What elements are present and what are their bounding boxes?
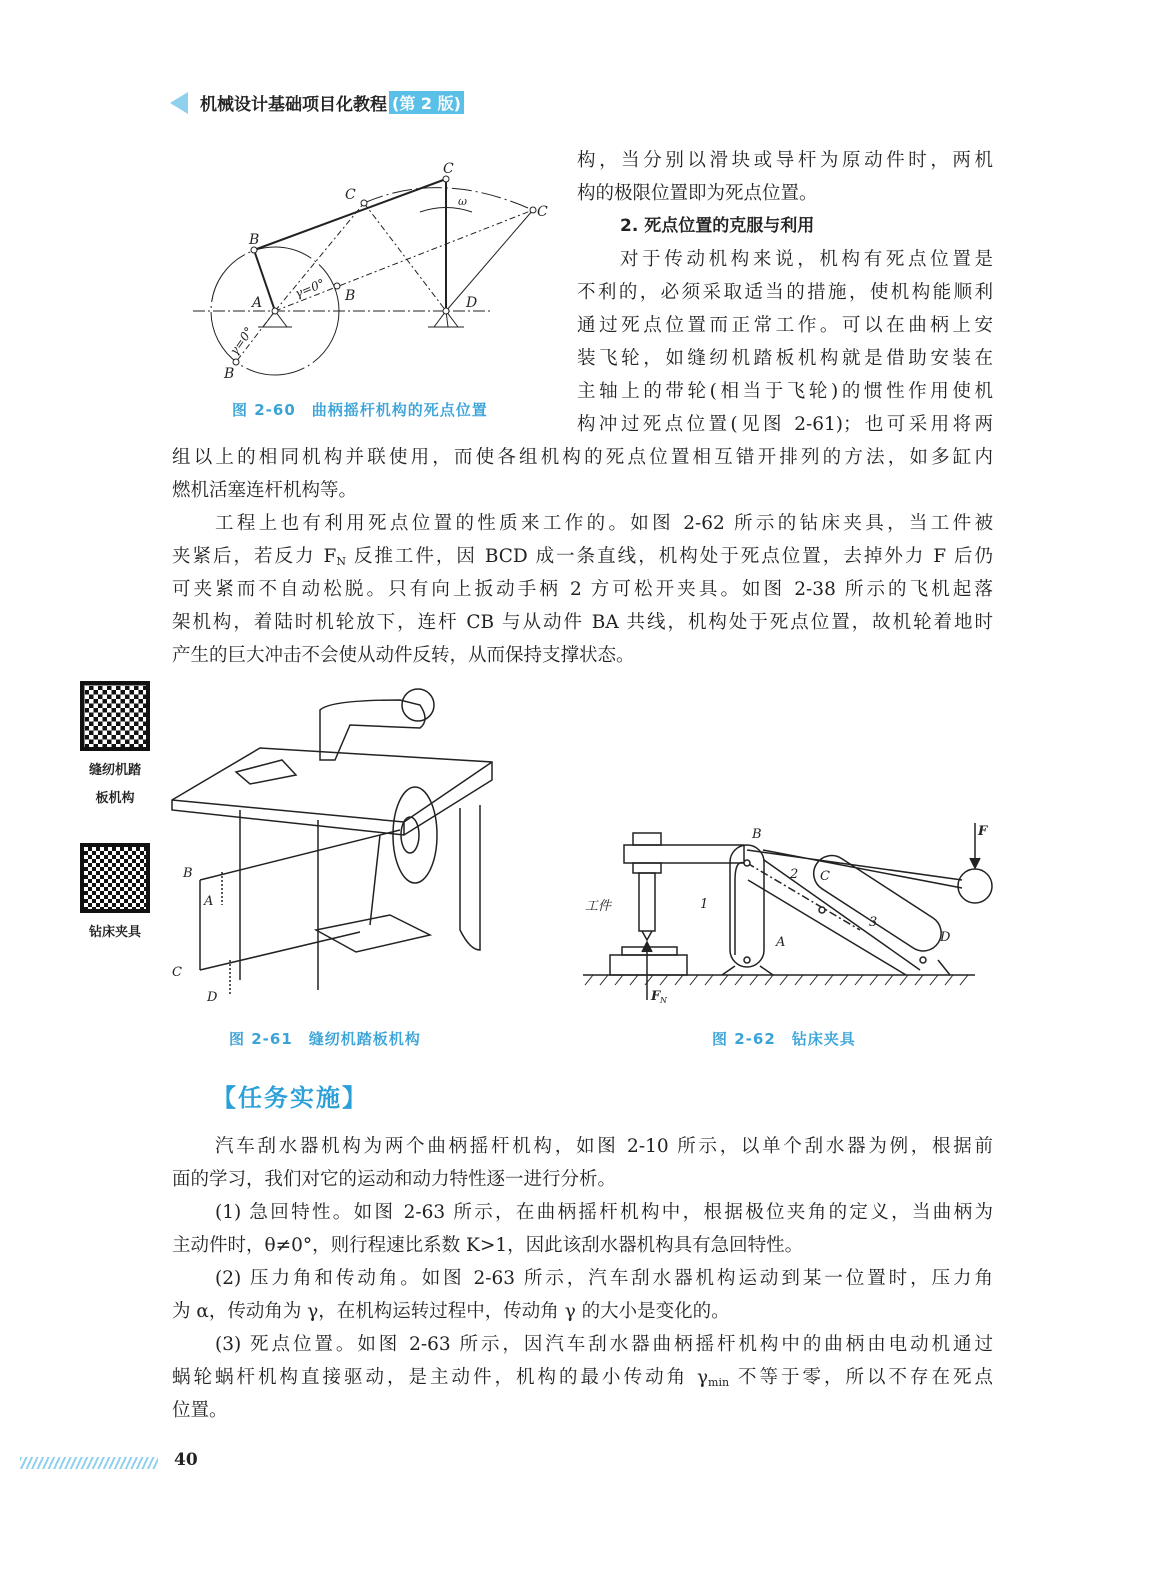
text-line: 构，当分别以滑块或导杆为原动件时，两机 <box>577 150 993 171</box>
label-A: A <box>252 295 263 311</box>
text-line: 组以上的相同机构并联使用，而使各组机构的死点位置相互错开排列的方法，如多缸内 <box>172 447 993 468</box>
text-line: 架机构，着陆时机轮放下，连杆 CB 与从动件 BA 共线，机构处于死点位置，故机轮着地时 <box>172 612 993 633</box>
triangle-marker-icon <box>170 92 188 114</box>
text-line: 构冲过死点位置(见图 2-61)；也可采用将两 <box>577 414 993 435</box>
label-gamma-b1: γ=0° <box>226 324 257 358</box>
text-line: 可夹紧而不自动松脱。只有向上扳动手柄 2 方可松开夹具。如图 2-38 所示的飞机起落 <box>172 579 993 600</box>
figure-2-60-caption: 图 2-60 曲柄摇杆机构的死点位置 <box>232 401 488 419</box>
text-line: 工程上也有利用死点位置的性质来工作的。如图 2-62 所示的钻床夹具，当工件被 <box>215 513 993 534</box>
label-3: 3 <box>869 915 878 930</box>
figure-2-60 <box>190 155 565 385</box>
label-workpiece: 工件 <box>585 899 612 914</box>
label-2: 2 <box>790 867 799 882</box>
label-1: 1 <box>700 897 709 912</box>
page-number: 40 <box>174 1450 198 1470</box>
label-B2: B <box>345 288 356 304</box>
qr-code-sewing[interactable] <box>80 681 150 751</box>
label-D: D <box>940 930 951 945</box>
label-C: C <box>820 869 830 884</box>
figure-2-62 <box>575 815 995 1010</box>
edition-badge: (第 2 版) <box>389 91 464 114</box>
text-line: 主轴上的带轮(相当于飞轮)的惯性作用使机 <box>577 381 993 402</box>
label-gamma-b2: γ=0° <box>292 276 327 301</box>
label-B1: B <box>224 366 235 382</box>
label-FN: F <box>651 989 661 1004</box>
label-B: B <box>183 866 193 881</box>
figure-2-62-caption: 图 2-62 钻床夹具 <box>712 1030 856 1048</box>
text-line: 不利的，必须采取适当的措施，使机构能顺利 <box>577 282 993 303</box>
text-line: 蜗轮蜗杆机构直接驱动，是主动件，机构的最小传动角 $\gamma_{min}$ 不等于零，所以不存在死点 <box>172 1367 993 1389</box>
label-C: C <box>172 965 182 980</box>
text-line: 通过死点位置而正常工作。可以在曲柄上安 <box>577 315 993 336</box>
text-line: 对于传动机构来说，机构有死点位置是 <box>620 249 993 270</box>
text-line: 面的学习，我们对它的运动和动力特性逐一进行分析。 <box>172 1169 617 1190</box>
label-C: C <box>443 161 454 177</box>
text-line: 汽车刮水器机构为两个曲柄摇杆机构，如图 2-10 所示，以单个刮水器为例，根据前 <box>215 1136 993 1157</box>
book-title: 机械设计基础项目化教程 <box>200 95 387 115</box>
figure-2-61 <box>165 680 500 1010</box>
text-line: (3) 死点位置。如图 2-63 所示，因汽车刮水器曲柄摇杆机构中的曲柄由电动机通过 <box>215 1334 993 1355</box>
label-B: B <box>249 232 260 248</box>
subheading: 2. 死点位置的克服与利用 <box>620 216 815 236</box>
text-line: 夹紧后，若反力 $F_N$ 反推工件，因 BCD 成一条直线，机构处于死点位置，去掉外力 F 后仍 <box>172 546 994 568</box>
label-C2: C <box>537 204 548 220</box>
running-header <box>170 90 464 115</box>
label-B: B <box>752 827 762 842</box>
text-line: 位置。 <box>172 1400 228 1421</box>
footer-stripe <box>20 1457 158 1469</box>
text-line: 产生的巨大冲击不会使从动件反转，从而保持支撑状态。 <box>172 645 635 666</box>
text-line: 为 α，传动角为 γ，在机构运转过程中，传动角 γ 的大小是变化的。 <box>172 1301 730 1322</box>
qr-label-drill: 钻床夹具 <box>88 925 141 940</box>
text-line: 构的极限位置即为死点位置。 <box>577 183 818 204</box>
text-line: (2) 压力角和传动角。如图 2-63 所示，汽车刮水器机构运动到某一位置时，压力角 <box>215 1268 993 1289</box>
text-line: 装飞轮，如缝纫机踏板机构就是借助安装在 <box>577 348 993 369</box>
label-F: F <box>978 824 988 839</box>
label-A: A <box>776 935 786 950</box>
label-omega: ω <box>458 195 467 208</box>
section-title: 【任务实施】 <box>212 1084 368 1112</box>
figure-2-61-caption: 图 2-61 缝纫机踏板机构 <box>229 1030 421 1048</box>
label-FN-sub: N <box>660 996 667 1005</box>
qr-label-sewing: 缝纫机踏 板机构 <box>88 763 141 806</box>
text-line: (1) 急回特性。如图 2-63 所示，在曲柄摇杆机构中，根据极位夹角的定义，当曲柄为 <box>215 1202 993 1223</box>
qr-code-drill[interactable] <box>80 843 150 913</box>
text-line: 主动件时，θ≠0°，则行程速比系数 K>1，因此该刮水器机构具有急回特性。 <box>172 1235 804 1256</box>
label-D: D <box>466 295 478 311</box>
label-C1: C <box>345 187 356 203</box>
text-line: 燃机活塞连杆机构等。 <box>172 480 358 501</box>
label-A: A <box>204 894 214 909</box>
label-D: D <box>207 990 218 1005</box>
